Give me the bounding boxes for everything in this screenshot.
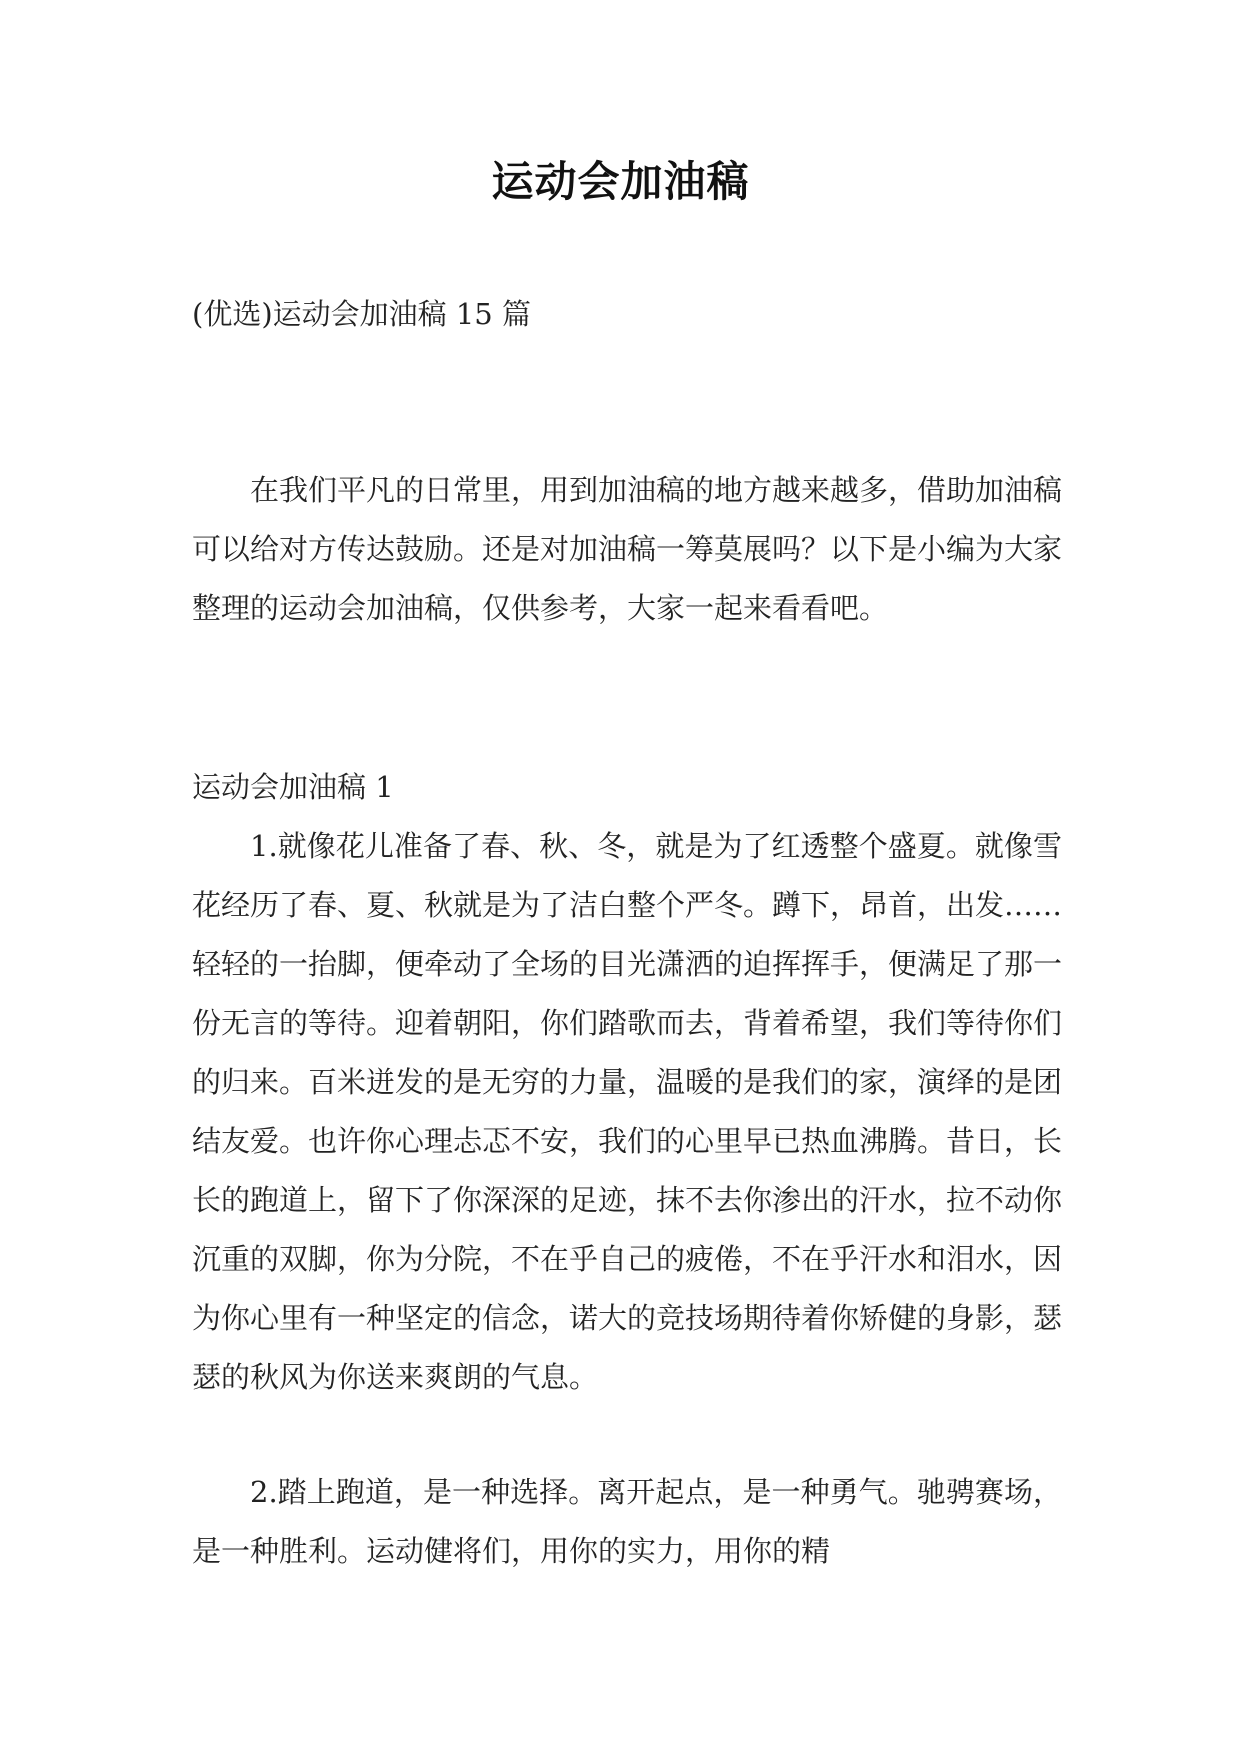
section-heading: 运动会加油稿 1: [192, 770, 394, 804]
document-title: 运动会加油稿: [491, 157, 750, 206]
intro-paragraph: 在我们平凡的日常里，用到加油稿的地方越来越多，借助加油稿可以给对方传达鼓励。还是对加油稿一筹莫展吗？以下是小编为大家整理的运动会加油稿，仅供参考，大家一起来看看吧。: [192, 473, 1063, 625]
paragraph-item-1: 1.就像花儿准备了春、秋、冬，就是为了红透整个盛夏。就像雪花经历了春、夏、秋就是为了洁白整个严冬。蹲下，昂首，出发……轻轻的一抬脚，便牵动了全场的目光潇洒的迫挥挥手，便满足了那一份无言的等待。迎着朝阳，你们踏歌而去，背着希望，我们等待你们的归来。百米迸发的是无穷的力量，温暖的是我们的家，演绎的是团结友爱。也许你心理忐忑不安，我们的心里早已热血沸腾。昔日，长长的跑道上，留下了你深深的足迹，抹不去你渗出的汗水，拉不动你沉重的双脚，你为分院，不在乎自己的疲倦，不在乎汗水和泪水，因为你心里有一种坚定的信念，诺大的竞技场期待着你矫健的身影，瑟瑟的秋风为你送来爽朗的气息。: [192, 829, 1063, 1394]
document-subtitle: (优选)运动会加油稿 15 篇: [192, 297, 531, 331]
paragraph-item-2: 2.踏上跑道，是一种选择。离开起点，是一种勇气。驰骋赛场，是一种胜利。运动健将们，用你的实力，用你的精: [192, 1475, 1062, 1568]
